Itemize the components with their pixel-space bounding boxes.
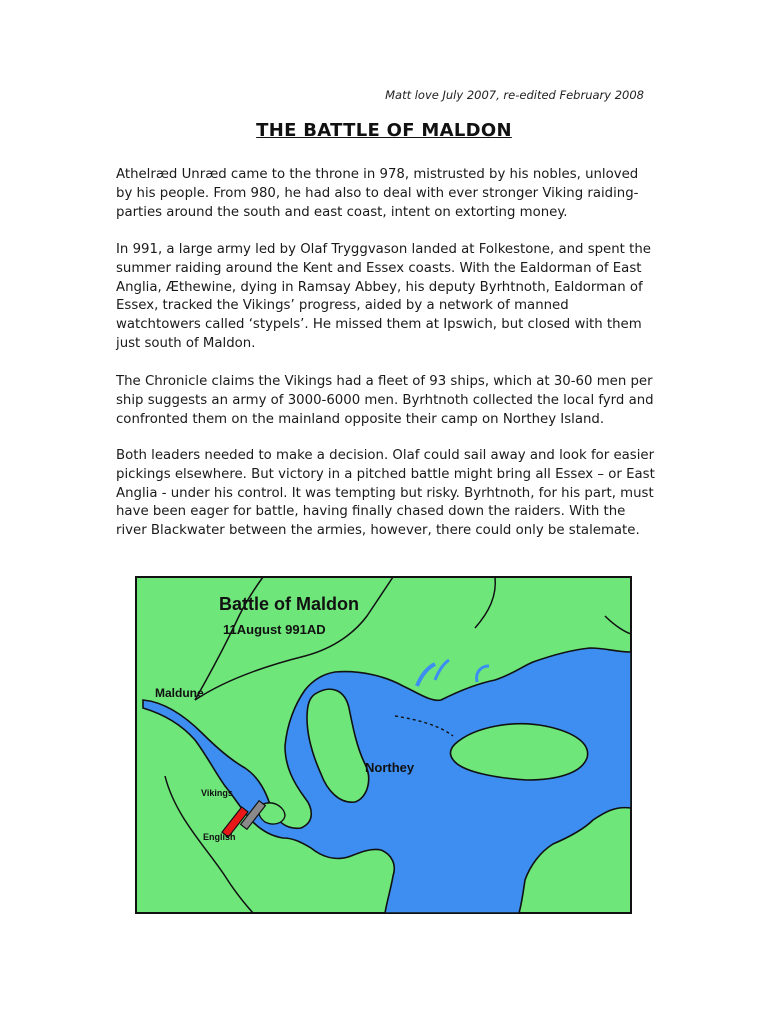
paragraph-1: Athelræd Unræd came to the throne in 978, mistrusted by his nobles, unloved by his people. From 980, he had also to deal with ever stronger Viking raiding-parties around the south and east coast, intent on extorting money. [116,167,639,220]
map-title: Battle of Maldon [219,594,359,614]
byline: Matt love July 2007, re-edited February 2008 [385,88,644,102]
paragraph-2: In 991, a large army led by Olaf Tryggvason landed at Folkestone, and spent the summer raiding around the Kent and Essex coasts. With the Ealdorman of East Anglia, Æthewine, dying in Ramsay Abbey, his deputy Byrhtnoth, Ealdorman of Essex, tracked the Vikings’ progress, aided by a network of manned watchtowers called ‘stypels’. He missed them at Ipswich, but closed with them just south of Maldon. [116,242,651,351]
label-northey: Northey [365,760,415,775]
paragraph-3: The Chronicle claims the Vikings had a fleet of 93 ships, which at 30-60 men per ship suggests an army of 3000-6000 men. Byrhtnoth collected the local fyrd and confronted them on the mainland opposite their camp on Northey Island. [116,374,654,427]
page-title: THE BATTLE OF MALDON [256,120,512,141]
paragraph-4: Both leaders needed to make a decision. Olaf could sail away and look for easier pickings elsewhere. But victory in a pitched battle might bring all Essex – or East Anglia - under his control. It was tempting but risky. Byrhtnoth, for his part, must have been eager for battle, having finally chased down the raiders. With the river Blackwater between the armies, however, there could only be stalemate. [116,448,655,539]
label-vikings: Vikings [201,788,233,798]
battle-map [135,576,632,914]
map-date: 11August 991AD [223,622,326,637]
label-maldune: Maldune [155,686,204,700]
battle-map-svg [135,576,632,914]
label-english: English [203,832,236,842]
